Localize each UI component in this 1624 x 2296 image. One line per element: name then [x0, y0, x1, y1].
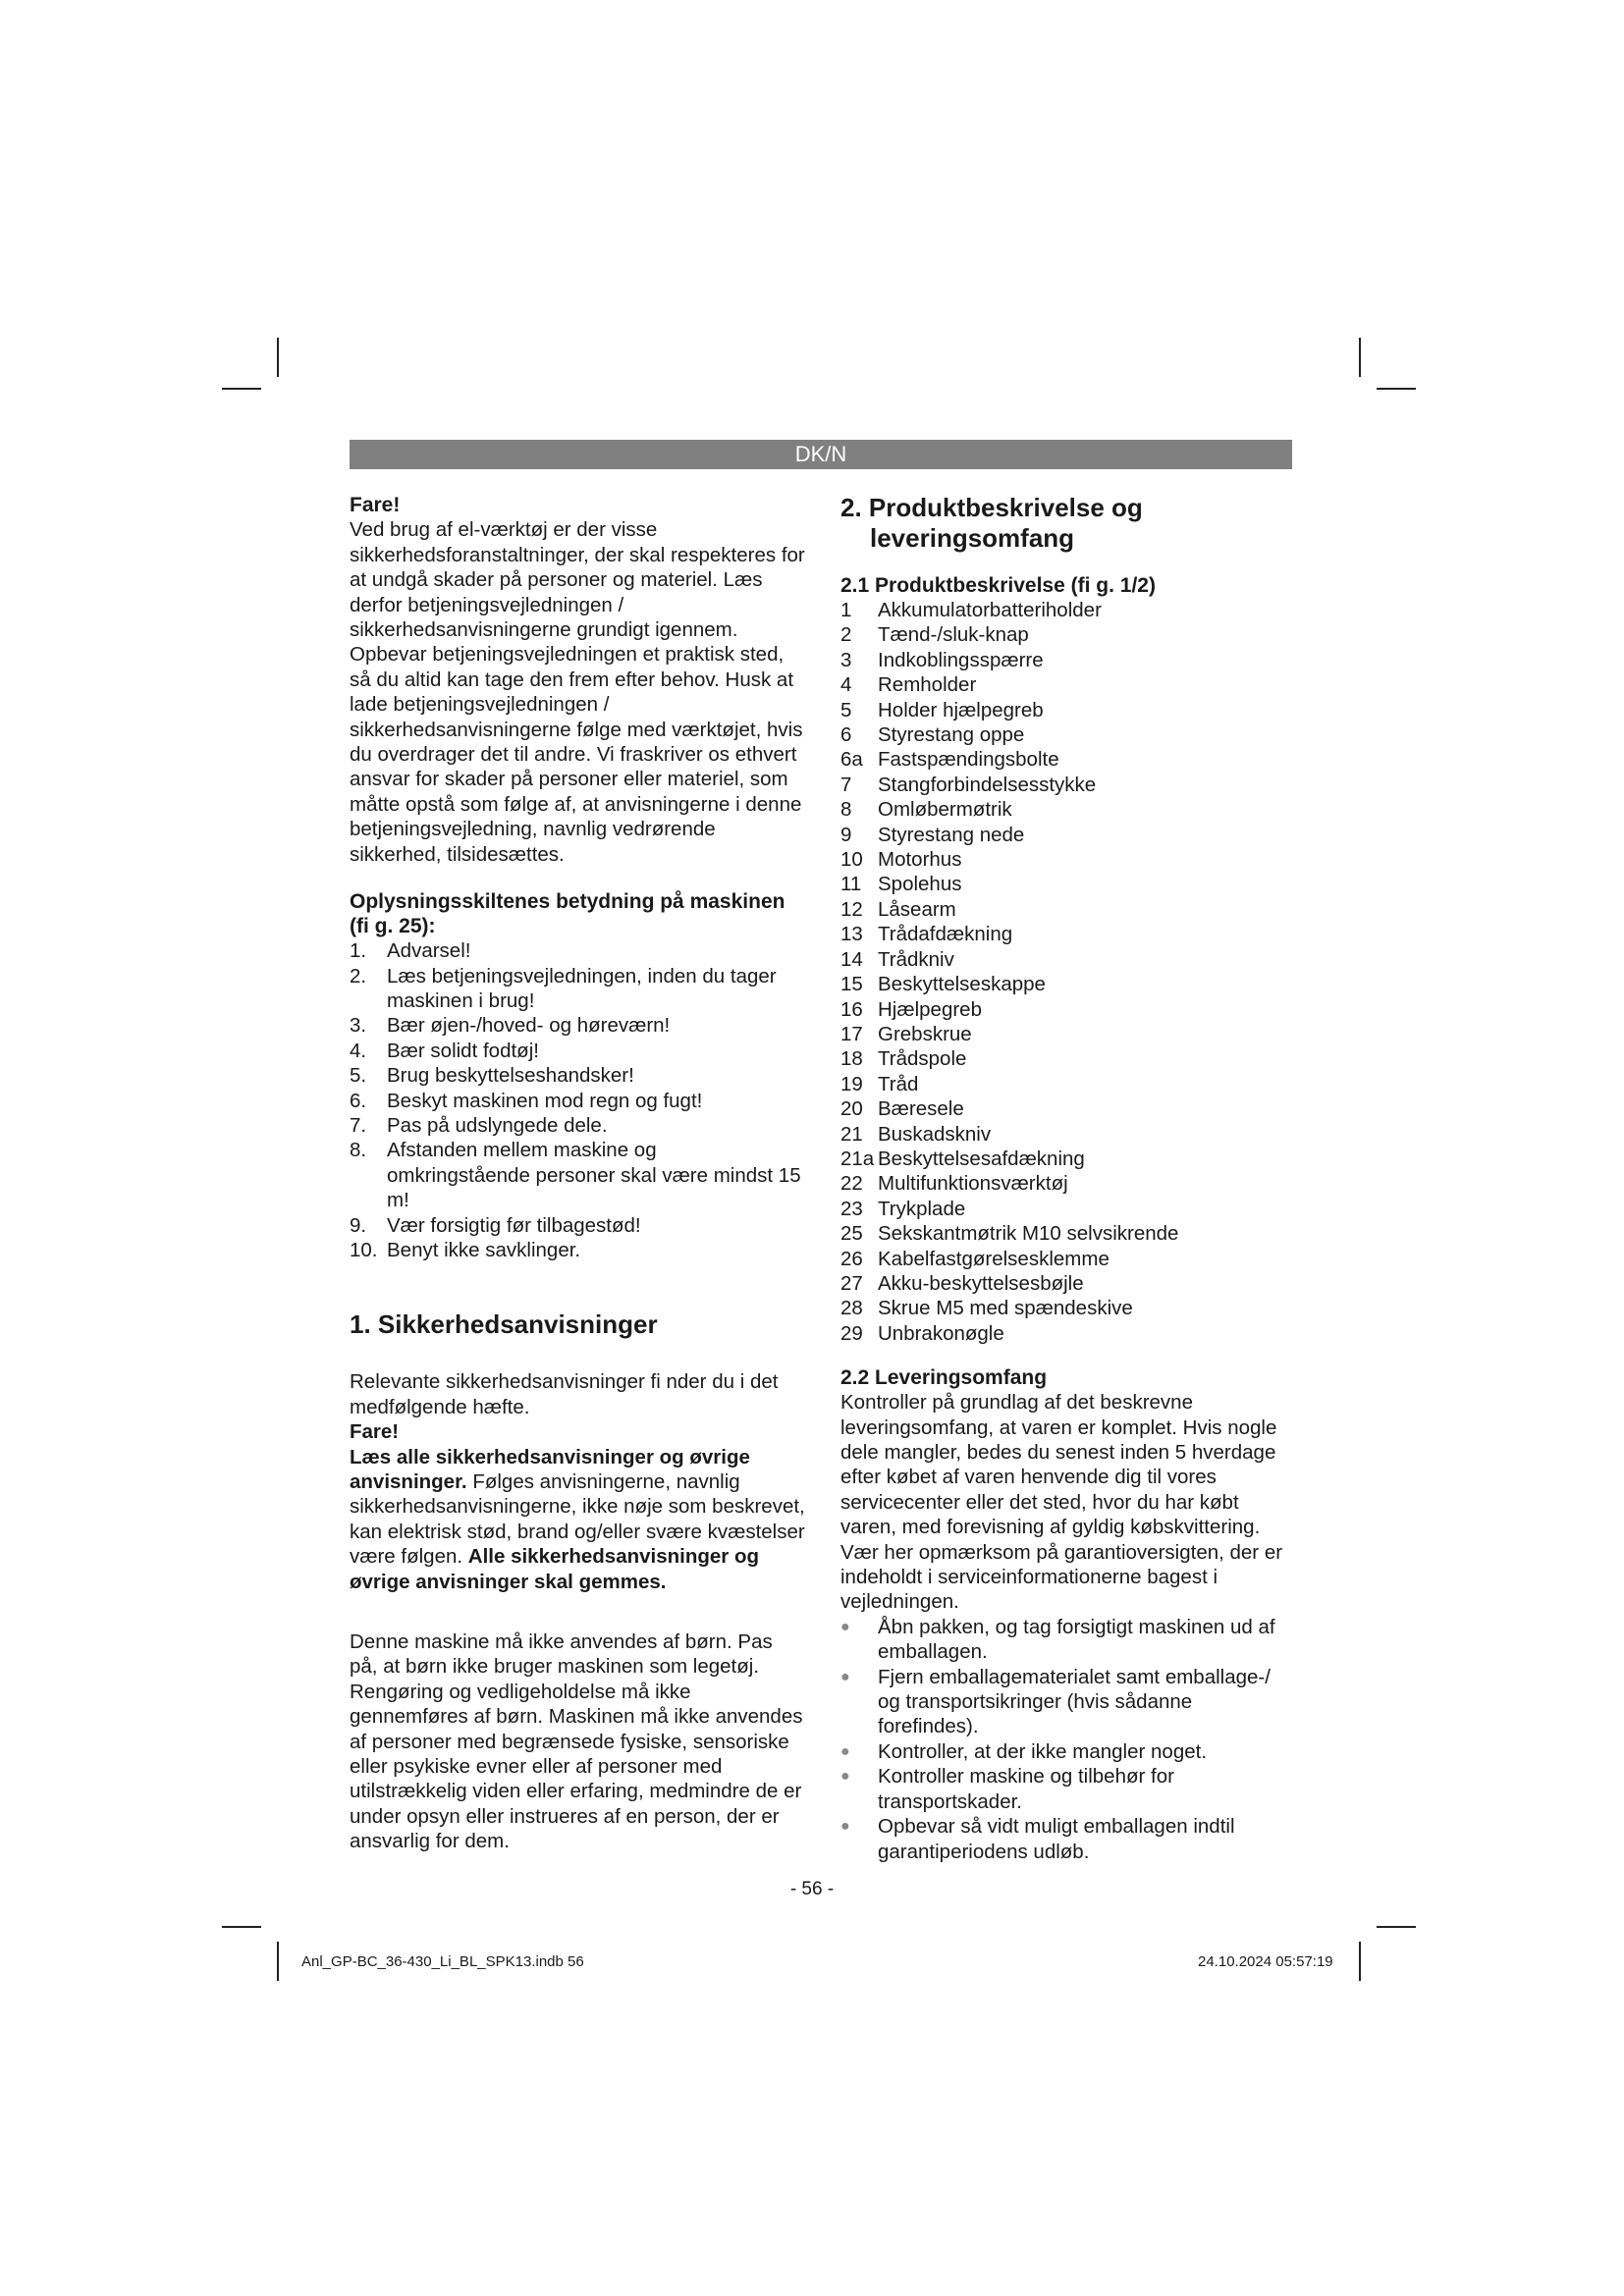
- part-list-item: [840, 823, 1292, 847]
- delivery-bullet-item: [840, 1764, 1292, 1814]
- part-list-item: [840, 1072, 1292, 1096]
- delivery-bullet-item-text: Åbn pakken, og tag forsigtigt maskinen ud af emballagen.: [878, 1615, 1275, 1664]
- crop-mark-bottom-left-v: [277, 1942, 279, 1981]
- delivery-bullet-item-text: Opbevar så vidt muligt emballagen indtil garantiperiodens udløb.: [878, 1815, 1235, 1863]
- part-list-item: [840, 1296, 1292, 1320]
- part-list-item-number: 23: [840, 1197, 863, 1220]
- part-list-item-text: Indkoblingsspærre: [878, 648, 1044, 671]
- delivery-bullet-item: [840, 1665, 1292, 1739]
- bullet-icon: ●: [840, 1668, 850, 1685]
- section-1-bold-b: Alle sikkerhedsanvisninger og øvrige anvisninger skal gemmes.: [350, 1545, 760, 1593]
- part-list-item-number: 12: [840, 897, 863, 921]
- section-2-2-text: Kontroller på grundlag af det beskrevne leveringsomfang, at varen er komplet. Hvis nogle dele mangler, bedes du senest inden 5 hverdage efter købet af varen henvende dig til vores servicecenter eller det sted, hvor du har købt varen, med forevisning af gyldig købskvittering. Vær her opmærksom på garantioversigten, der er indeholdt i serviceinformationerne bagest i vejledningen.: [840, 1391, 1283, 1614]
- part-list-item-number: 19: [840, 1072, 863, 1095]
- signs-list: [350, 938, 805, 1262]
- part-list-item: [840, 747, 1292, 772]
- part-list-item: [840, 872, 1292, 896]
- sign-list-item: [350, 1039, 805, 1063]
- sign-list-item-text: Afstanden mellem maskine og omkringstående personer skal være mindst 15 m!: [387, 1139, 801, 1212]
- part-list-item-text: Trådkniv: [878, 947, 954, 971]
- sign-list-item: [350, 1213, 805, 1238]
- part-list-item-text: Grebskrue: [878, 1022, 972, 1045]
- bullet-icon: ●: [840, 1818, 850, 1836]
- part-list-item-number: 7: [840, 773, 852, 796]
- part-list-item: [840, 648, 1292, 672]
- sign-list-item-number: 4.: [350, 1039, 367, 1062]
- part-list-item-text: Buskadskniv: [878, 1122, 992, 1146]
- part-list-item: [840, 1147, 1292, 1171]
- part-list-item: [840, 1221, 1292, 1246]
- part-list-item-text: Bæresele: [878, 1097, 964, 1121]
- bullet-icon: ●: [840, 1742, 850, 1760]
- crop-mark-bottom-left-h: [222, 1926, 261, 1928]
- part-list-item-number: 2: [840, 623, 852, 647]
- sign-list-item: [350, 938, 805, 963]
- footer-timestamp: 24.10.2024 05:57:19: [1198, 1953, 1333, 1970]
- part-list-item-number: 27: [840, 1271, 863, 1295]
- sign-list-item: [350, 1113, 805, 1138]
- sign-list-item: [350, 1138, 805, 1212]
- sign-list-item-number: 9.: [350, 1213, 367, 1237]
- part-list-item-number: 15: [840, 973, 863, 996]
- part-list-item-text: Tænd-/sluk-knap: [878, 623, 1029, 647]
- part-list-item: [840, 1271, 1292, 1296]
- sign-list-item-number: 8.: [350, 1139, 367, 1162]
- section-2-title-line-2: leveringsomfang: [870, 523, 1075, 553]
- part-list-item: [840, 1122, 1292, 1147]
- part-list-item: [840, 698, 1292, 722]
- sign-list-item: [350, 1238, 805, 1262]
- part-list-item-number: 3: [840, 648, 852, 671]
- sign-list-item-text: Advarsel!: [387, 939, 471, 963]
- left-column: [350, 493, 805, 1854]
- part-list-item-number: 17: [840, 1022, 863, 1045]
- page-number: - 56 -: [789, 1879, 835, 1899]
- section-1-bold-a: Læs alle sikkerhedsanvisninger og øvrige anvisninger.: [350, 1445, 750, 1493]
- sign-list-item-number: 5.: [350, 1064, 367, 1088]
- part-list-item-text: Remholder: [878, 673, 977, 697]
- sign-list-item-text: Bær solidt fodtøj!: [387, 1039, 539, 1062]
- sign-list-item: [350, 964, 805, 1014]
- sign-list-item-text: Bær øjen-/hoved- og høreværn!: [387, 1014, 671, 1038]
- crop-mark-top-right-v: [1359, 338, 1361, 377]
- language-header-label: DK/N: [794, 442, 847, 466]
- part-list-item: [840, 797, 1292, 822]
- right-column: [840, 493, 1292, 1864]
- part-list-item-number: 14: [840, 947, 863, 971]
- part-list-item-number: 21: [840, 1122, 863, 1146]
- section-2-1-title: 2.1 Produktbeskrivelse (fi g. 1/2): [840, 574, 1156, 597]
- section-1-text-a: Følges anvisningerne, navnlig sikkerhedsanvisningerne, ikke nøje som beskrevet, kan elektrisk stød, brand og/eller svære kvæstelser være følgen.: [350, 1470, 805, 1569]
- section-1-paragraph: [350, 1445, 805, 1594]
- part-list-item-text: Kabelfastgørelsesklemme: [878, 1247, 1110, 1270]
- part-list-item-number: 4: [840, 673, 852, 697]
- danger-text: Ved brug af el-værktøj er der visse sikkerhedsforanstaltninger, der skal respekteres for at undgå skader på personer og materiel. Læs derfor betjeningsvejledningen / sikkerhedsanvisningerne grundigt igennem. Opbevar betjeningsvejledningen et praktisk sted, så du altid kan tage den frem efter behov. Husk at lade betjeningsvejledningen / sikkerhedsanvisningerne følge med værktøjet, hvis du overdrager det til andre. Vi fraskriver os ethvert ansvar for skader på personer eller materiel, som måtte opstå som følge af, at anvisningerne i denne betjeningsvejledning, navnlig vedrørende sikkerhed, tilsidesættes.: [350, 518, 805, 866]
- part-list-item: [840, 1046, 1292, 1071]
- bullet-icon: ●: [840, 1618, 850, 1635]
- part-list-item: [840, 1171, 1292, 1196]
- part-list-item-number: 20: [840, 1097, 863, 1121]
- part-list-item-text: Fastspændingsbolte: [878, 748, 1059, 772]
- part-list-item: [840, 1321, 1292, 1346]
- part-list-item-number: 13: [840, 923, 863, 946]
- delivery-bullet-list: [840, 1615, 1292, 1864]
- part-list-item-text: Beskyttelsesafdækning: [878, 1147, 1085, 1170]
- sign-list-item-text: Brug beskyttelseshandsker!: [387, 1064, 634, 1088]
- sign-list-item-number: 7.: [350, 1113, 367, 1137]
- danger-title: Fare!: [350, 494, 401, 516]
- parts-list: [840, 598, 1292, 1346]
- sign-list-item-text: Beskyt maskinen mod regn og fugt!: [387, 1089, 703, 1112]
- bullet-icon: ●: [840, 1768, 850, 1786]
- part-list-item: [840, 1096, 1292, 1121]
- part-list-item-number: 1: [840, 599, 852, 621]
- part-list-item-text: Hjælpegreb: [878, 997, 982, 1021]
- part-list-item-number: 6a: [840, 748, 863, 772]
- part-list-item-text: Holder hjælpegreb: [878, 698, 1044, 721]
- part-list-item-number: 22: [840, 1172, 863, 1196]
- section-1-danger: Fare!: [350, 1420, 400, 1444]
- part-list-item-text: Skrue M5 med spændeskive: [878, 1297, 1133, 1320]
- part-list-item: [840, 947, 1292, 972]
- sign-list-item: [350, 1063, 805, 1088]
- part-list-item-number: 21a: [840, 1147, 875, 1170]
- delivery-bullet-item: [840, 1814, 1292, 1864]
- part-list-item: [840, 1022, 1292, 1046]
- part-list-item-text: Låsearm: [878, 897, 956, 921]
- part-list-item-text: Styrestang nede: [878, 823, 1025, 846]
- crop-mark-top-left-h: [222, 388, 261, 390]
- part-list-item-text: Omløbermøtrik: [878, 798, 1012, 822]
- section-2-2-title: 2.2 Leveringsomfang: [840, 1366, 1048, 1390]
- part-list-item-number: 16: [840, 997, 863, 1021]
- part-list-item-text: Tråd: [878, 1072, 919, 1095]
- sign-list-item: [350, 1013, 805, 1038]
- part-list-item-text: Stangforbindelsesstykke: [878, 773, 1097, 796]
- part-list-item: [840, 1197, 1292, 1221]
- section-1-title: 1. Sikkerhedsanvisninger: [350, 1309, 658, 1340]
- part-list-item-text: Akkumulatorbatteriholder: [878, 599, 1102, 621]
- part-list-item-text: Motorhus: [878, 848, 962, 872]
- footer-file-name: Anl_GP-BC_36-430_Li_BL_SPK13.indb 56: [301, 1953, 584, 1970]
- sign-list-item-text: Pas på udslyngede dele.: [387, 1113, 608, 1137]
- crop-mark-top-right-h: [1377, 388, 1416, 390]
- part-list-item-number: 26: [840, 1247, 863, 1270]
- sign-list-item-number: 6.: [350, 1089, 367, 1112]
- delivery-bullet-item-text: Kontroller maskine og tilbehør for transportskader.: [878, 1765, 1174, 1813]
- delivery-bullet-item-text: Kontroller, at der ikke mangler noget.: [878, 1739, 1208, 1763]
- part-list-item-number: 10: [840, 848, 863, 872]
- sign-list-item-number: 2.: [350, 964, 367, 988]
- sign-list-item-text: Vær forsigtig før tilbagestød!: [387, 1213, 641, 1237]
- part-list-item-text: Beskyttelseskappe: [878, 973, 1046, 996]
- part-list-item: [840, 672, 1292, 697]
- signs-title: Oplysningsskiltenes betydning på maskinen (fi g. 25):: [350, 890, 785, 938]
- delivery-bullet-item: [840, 1615, 1292, 1665]
- crop-mark-bottom-right-v: [1359, 1942, 1361, 1981]
- part-list-item-text: Spolehus: [878, 873, 962, 896]
- part-list-item: [840, 622, 1292, 647]
- part-list-item-text: Trådspole: [878, 1047, 967, 1071]
- section-2-title-line-1: 2. Produktbeskrivelse og: [840, 493, 1143, 522]
- delivery-bullet-item-text: Fjern emballagematerialet samt emballage-/ og transportsikringer (hvis sådanne forefindes).: [878, 1665, 1271, 1738]
- crop-mark-top-left-v: [277, 338, 279, 377]
- sign-list-item-text: Læs betjeningsvejledningen, inden du tager maskinen i brug!: [387, 964, 777, 1012]
- part-list-item: [840, 598, 1292, 622]
- part-list-item-number: 29: [840, 1321, 863, 1345]
- language-header-bar: [350, 440, 1292, 469]
- part-list-item-text: Styrestang oppe: [878, 723, 1025, 747]
- part-list-item-text: Multifunktionsværktøj: [878, 1172, 1068, 1196]
- part-list-item: [840, 1247, 1292, 1271]
- part-list-item-number: 28: [840, 1297, 863, 1320]
- sign-list-item-number: 10.: [350, 1238, 378, 1261]
- part-list-item: [840, 897, 1292, 922]
- part-list-item: [840, 722, 1292, 747]
- crop-mark-bottom-right-h: [1377, 1926, 1416, 1928]
- sign-list-item: [350, 1089, 805, 1113]
- part-list-item-number: 25: [840, 1222, 863, 1246]
- part-list-item-number: 6: [840, 723, 852, 747]
- part-list-item-number: 8: [840, 798, 852, 822]
- part-list-item-number: 11: [840, 873, 862, 896]
- part-list-item-text: Sekskantmøtrik M10 selvsikrende: [878, 1222, 1179, 1246]
- part-list-item: [840, 773, 1292, 797]
- delivery-bullet-item: [840, 1739, 1292, 1764]
- children-warning-text: Denne maskine må ikke anvendes af børn. Pas på, at børn ikke bruger maskinen som legetøj. Rengøring og vedligeholdelse må ikke gennemføres af børn. Maskinen må ikke anvendes af personer med begrænsede fysiske, sensoriske eller psykiske evner eller af personer med utilstrækkelig viden eller erfaring, medmindre de er under opsyn eller instrueres af en person, der er ansvarlig for dem.: [350, 1630, 803, 1853]
- sign-list-item-number: 3.: [350, 1014, 367, 1038]
- part-list-item-text: Unbrakonøgle: [878, 1321, 1004, 1345]
- part-list-item: [840, 997, 1292, 1022]
- part-list-item-number: 5: [840, 698, 852, 721]
- sign-list-item-number: 1.: [350, 939, 367, 963]
- part-list-item-text: Akku-beskyttelsesbøjle: [878, 1271, 1084, 1295]
- part-list-item: [840, 847, 1292, 872]
- part-list-item-text: Trådafdækning: [878, 923, 1013, 946]
- part-list-item-text: Trykplade: [878, 1197, 966, 1220]
- part-list-item-number: 9: [840, 823, 852, 846]
- part-list-item: [840, 972, 1292, 996]
- section-1-intro: Relevante sikkerhedsanvisninger fi nder du i det medfølgende hæfte.: [350, 1370, 779, 1418]
- sign-list-item-text: Benyt ikke savklinger.: [387, 1238, 581, 1261]
- part-list-item: [840, 922, 1292, 946]
- part-list-item-number: 18: [840, 1047, 863, 1071]
